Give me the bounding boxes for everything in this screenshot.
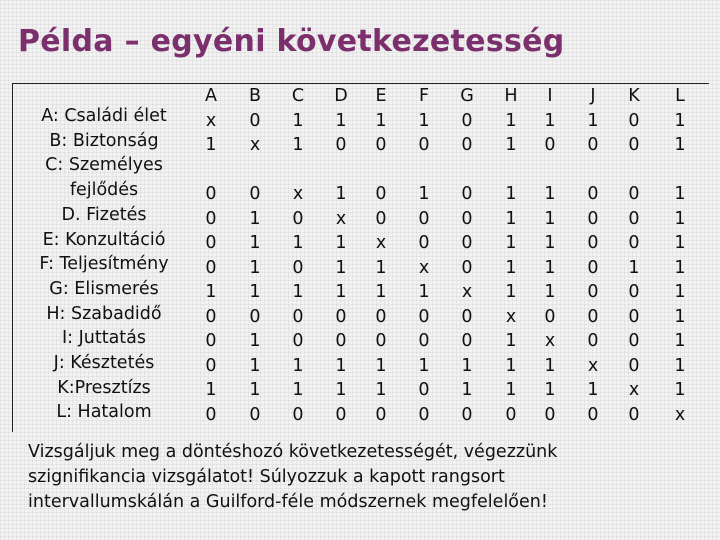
instructions-line: Vizsgáljuk meg a döntéshozó következetességét, végezzünk bbox=[28, 442, 558, 462]
matrix-cell: x bbox=[505, 306, 517, 327]
column-header: F bbox=[418, 86, 430, 106]
matrix-cell: 1 bbox=[249, 208, 261, 229]
matrix-cell: 1 bbox=[335, 355, 347, 376]
column-header: C bbox=[291, 86, 305, 106]
matrix-cell: 1 bbox=[249, 380, 261, 400]
matrix-cell: 1 bbox=[505, 380, 517, 400]
matrix-cell: 0 bbox=[205, 257, 217, 278]
matrix-cell: 0 bbox=[205, 184, 217, 204]
matrix-cell: 1 bbox=[674, 282, 686, 302]
matrix-cell: 0 bbox=[335, 135, 347, 155]
matrix-cell: 0 bbox=[461, 233, 473, 253]
matrix-cell: 1 bbox=[292, 233, 304, 253]
matrix-cell: 1 bbox=[335, 184, 347, 204]
matrix-cell: 1 bbox=[249, 355, 261, 376]
matrix-cell: 1 bbox=[335, 282, 347, 302]
matrix-column bbox=[536, 84, 564, 427]
matrix-cell: 1 bbox=[375, 110, 387, 131]
matrix-cell: x bbox=[205, 110, 217, 131]
row-label: fejlődés bbox=[69, 180, 139, 201]
matrix-cell: x bbox=[587, 355, 599, 376]
matrix-cell: 0 bbox=[418, 135, 430, 155]
matrix-cell: 0 bbox=[587, 306, 599, 327]
row-label: B: Biztonság bbox=[49, 130, 159, 151]
matrix-column bbox=[666, 84, 694, 427]
matrix-cell: 1 bbox=[505, 208, 517, 229]
matrix-cell: 1 bbox=[375, 380, 387, 400]
column-header: B bbox=[248, 86, 261, 106]
matrix-cell: 0 bbox=[205, 404, 217, 425]
matrix-cell: 1 bbox=[205, 135, 217, 155]
column-header: A bbox=[205, 86, 217, 106]
matrix-cell: 0 bbox=[587, 331, 599, 351]
matrix-cell: 1 bbox=[375, 282, 387, 302]
matrix-cell: 1 bbox=[544, 257, 556, 278]
matrix-cell: 1 bbox=[674, 355, 686, 376]
matrix-cell: 1 bbox=[205, 282, 217, 302]
matrix-column bbox=[497, 84, 525, 427]
matrix-cell: 0 bbox=[628, 331, 640, 351]
matrix-cell: 1 bbox=[674, 257, 686, 278]
matrix-cell: 0 bbox=[205, 355, 217, 376]
column-header: K bbox=[628, 86, 640, 106]
matrix-cell: 1 bbox=[674, 110, 686, 131]
row-label: K:Presztízs bbox=[57, 377, 151, 398]
matrix-cell: 0 bbox=[292, 331, 304, 351]
matrix-cell: 0 bbox=[375, 135, 387, 155]
matrix-cell: 0 bbox=[587, 257, 599, 278]
matrix-cell: x bbox=[292, 184, 304, 204]
matrix-cell: x bbox=[335, 208, 347, 229]
matrix-cell: 0 bbox=[628, 110, 640, 131]
matrix-cell: 1 bbox=[674, 306, 686, 327]
matrix-cell: 0 bbox=[587, 184, 599, 204]
matrix-cell: 0 bbox=[249, 404, 261, 425]
row-label: H: Szabadidő bbox=[46, 303, 162, 324]
matrix-column bbox=[284, 84, 312, 427]
matrix-cell: 0 bbox=[205, 331, 217, 351]
matrix-cell: 0 bbox=[249, 184, 261, 204]
matrix-cell: 0 bbox=[461, 135, 473, 155]
matrix-cell: 1 bbox=[292, 135, 304, 155]
matrix-column bbox=[410, 84, 438, 427]
matrix-cell: 0 bbox=[335, 331, 347, 351]
matrix-cell: 1 bbox=[544, 282, 556, 302]
matrix-column bbox=[327, 84, 355, 427]
matrix-column bbox=[241, 84, 269, 427]
matrix-cell: x bbox=[628, 380, 640, 400]
matrix-cell: 0 bbox=[249, 306, 261, 327]
preference-matrix bbox=[12, 83, 709, 432]
matrix-cell: 0 bbox=[375, 184, 387, 204]
matrix-cell: 1 bbox=[674, 380, 686, 400]
matrix-cell: 1 bbox=[587, 380, 599, 400]
matrix-cell: 0 bbox=[418, 331, 430, 351]
matrix-cell: 0 bbox=[628, 208, 640, 229]
matrix-column bbox=[620, 84, 648, 427]
matrix-cell: 1 bbox=[418, 282, 430, 302]
matrix-cell: 0 bbox=[628, 135, 640, 155]
matrix-cell: x bbox=[249, 135, 261, 155]
matrix-cell: 1 bbox=[544, 355, 556, 376]
row-label: C: Személyes bbox=[45, 155, 163, 176]
matrix-cell: 1 bbox=[249, 282, 261, 302]
matrix-cell: 0 bbox=[461, 306, 473, 327]
matrix-cell: 1 bbox=[505, 233, 517, 253]
column-header: G bbox=[460, 86, 474, 106]
matrix-cell: 0 bbox=[205, 306, 217, 327]
column-header: D bbox=[334, 86, 348, 106]
matrix-cell: 0 bbox=[587, 135, 599, 155]
matrix-cell: 1 bbox=[544, 110, 556, 131]
matrix-cell: 1 bbox=[674, 233, 686, 253]
matrix-cell: 1 bbox=[335, 257, 347, 278]
instructions-line: szignifikancia vizsgálatot! Súlyozzuk a kapott rangsort bbox=[28, 467, 505, 487]
matrix-cell: 0 bbox=[544, 306, 556, 327]
matrix-cell: x bbox=[461, 282, 473, 302]
matrix-cell: 0 bbox=[461, 110, 473, 131]
matrix-cell: 0 bbox=[461, 257, 473, 278]
matrix-cell: 0 bbox=[249, 110, 261, 131]
matrix-cell: 0 bbox=[292, 306, 304, 327]
matrix-cell: 1 bbox=[205, 380, 217, 400]
matrix-cell: 1 bbox=[249, 233, 261, 253]
matrix-cell: 0 bbox=[375, 208, 387, 229]
matrix-column bbox=[197, 84, 225, 427]
matrix-cell: 0 bbox=[587, 282, 599, 302]
matrix-cell: 1 bbox=[505, 282, 517, 302]
row-label: E: Konzultáció bbox=[42, 229, 166, 250]
matrix-cell: 1 bbox=[418, 184, 430, 204]
matrix-cell: 1 bbox=[335, 110, 347, 131]
matrix-cell: 0 bbox=[418, 233, 430, 253]
matrix-cell: 0 bbox=[587, 208, 599, 229]
matrix-cell: 1 bbox=[505, 257, 517, 278]
matrix-cell: 1 bbox=[292, 282, 304, 302]
matrix-cell: 0 bbox=[418, 380, 430, 400]
matrix-cell: 1 bbox=[418, 110, 430, 131]
column-header: H bbox=[504, 86, 518, 106]
matrix-cell: 1 bbox=[505, 355, 517, 376]
matrix-cell: 0 bbox=[628, 404, 640, 425]
matrix-cell: 1 bbox=[544, 233, 556, 253]
matrix-cell: 1 bbox=[544, 380, 556, 400]
matrix-cell: 0 bbox=[628, 233, 640, 253]
row-label: G: Elismerés bbox=[49, 278, 159, 299]
instructions-line: intervallumskálán a Guilford-féle módszernek megfelelően! bbox=[28, 492, 548, 512]
matrix-cell: 0 bbox=[292, 257, 304, 278]
matrix-cell: 0 bbox=[587, 233, 599, 253]
matrix-column bbox=[453, 84, 481, 427]
matrix-cell: 0 bbox=[375, 404, 387, 425]
matrix-cell: 0 bbox=[418, 404, 430, 425]
row-label: F: Teljesítmény bbox=[39, 254, 169, 275]
matrix-cell: 0 bbox=[505, 404, 517, 425]
column-header: I bbox=[547, 86, 553, 106]
matrix-cell: 0 bbox=[544, 404, 556, 425]
matrix-cell: 1 bbox=[335, 380, 347, 400]
matrix-cell: 1 bbox=[249, 257, 261, 278]
matrix-cell: 1 bbox=[249, 331, 261, 351]
matrix-cell: 1 bbox=[674, 331, 686, 351]
matrix-cell: x bbox=[375, 233, 387, 253]
matrix-cell: 0 bbox=[461, 184, 473, 204]
matrix-cell: 1 bbox=[505, 184, 517, 204]
row-label: A: Családi élet bbox=[41, 106, 167, 126]
matrix-cell: 0 bbox=[628, 355, 640, 376]
matrix-cell: 1 bbox=[628, 257, 640, 278]
matrix-cell: x bbox=[418, 257, 430, 278]
matrix-cell: 0 bbox=[628, 282, 640, 302]
matrix-column bbox=[367, 84, 395, 427]
matrix-cell: 0 bbox=[587, 404, 599, 425]
matrix-cell: 1 bbox=[375, 257, 387, 278]
matrix-cell: 1 bbox=[505, 110, 517, 131]
matrix-cell: 0 bbox=[418, 208, 430, 229]
matrix-cell: 1 bbox=[292, 355, 304, 376]
matrix-cell: 1 bbox=[418, 355, 430, 376]
matrix-cell: 1 bbox=[292, 110, 304, 131]
row-label: I: Juttatás bbox=[61, 328, 147, 349]
matrix-cell: 1 bbox=[674, 135, 686, 155]
matrix-cell: 1 bbox=[544, 208, 556, 229]
matrix-cell: 1 bbox=[505, 135, 517, 155]
row-label: D. Fizetés bbox=[61, 204, 147, 225]
matrix-column bbox=[579, 84, 607, 427]
matrix-cell: 0 bbox=[205, 208, 217, 229]
matrix-cell: x bbox=[544, 331, 556, 351]
matrix-cell: 0 bbox=[461, 331, 473, 351]
row-label: J: Késztetés bbox=[53, 353, 155, 374]
column-header: J bbox=[590, 86, 596, 106]
matrix-cell: 1 bbox=[375, 355, 387, 376]
column-header: L bbox=[675, 86, 685, 106]
slide-title: Példa – egyéni következetesség bbox=[18, 24, 565, 59]
matrix-cell: 1 bbox=[674, 184, 686, 204]
matrix-cell: 1 bbox=[587, 110, 599, 131]
matrix-cell: 1 bbox=[505, 331, 517, 351]
matrix-cell: 0 bbox=[375, 331, 387, 351]
matrix-cell: 0 bbox=[461, 404, 473, 425]
matrix-cell: 1 bbox=[674, 208, 686, 229]
matrix-cell: 0 bbox=[335, 306, 347, 327]
matrix-cell: 0 bbox=[544, 135, 556, 155]
matrix-cell: 0 bbox=[418, 306, 430, 327]
column-header: E bbox=[375, 86, 387, 106]
matrix-cell: 0 bbox=[205, 233, 217, 253]
matrix-cell: 0 bbox=[461, 208, 473, 229]
matrix-cell: 1 bbox=[292, 380, 304, 400]
matrix-cell: 0 bbox=[292, 208, 304, 229]
matrix-cell: 1 bbox=[461, 355, 473, 376]
row-labels bbox=[15, 104, 193, 425]
matrix-cell: 0 bbox=[628, 184, 640, 204]
matrix-cell: 0 bbox=[375, 306, 387, 327]
matrix-cell: x bbox=[674, 404, 686, 425]
matrix-cell: 1 bbox=[335, 233, 347, 253]
instructions-text bbox=[28, 440, 688, 515]
matrix-cell: 1 bbox=[461, 380, 473, 400]
matrix-cell: 1 bbox=[544, 184, 556, 204]
matrix-cell: 0 bbox=[292, 404, 304, 425]
matrix-cell: 0 bbox=[628, 306, 640, 327]
matrix-cell: 0 bbox=[335, 404, 347, 425]
row-label: L: Hatalom bbox=[56, 402, 152, 423]
